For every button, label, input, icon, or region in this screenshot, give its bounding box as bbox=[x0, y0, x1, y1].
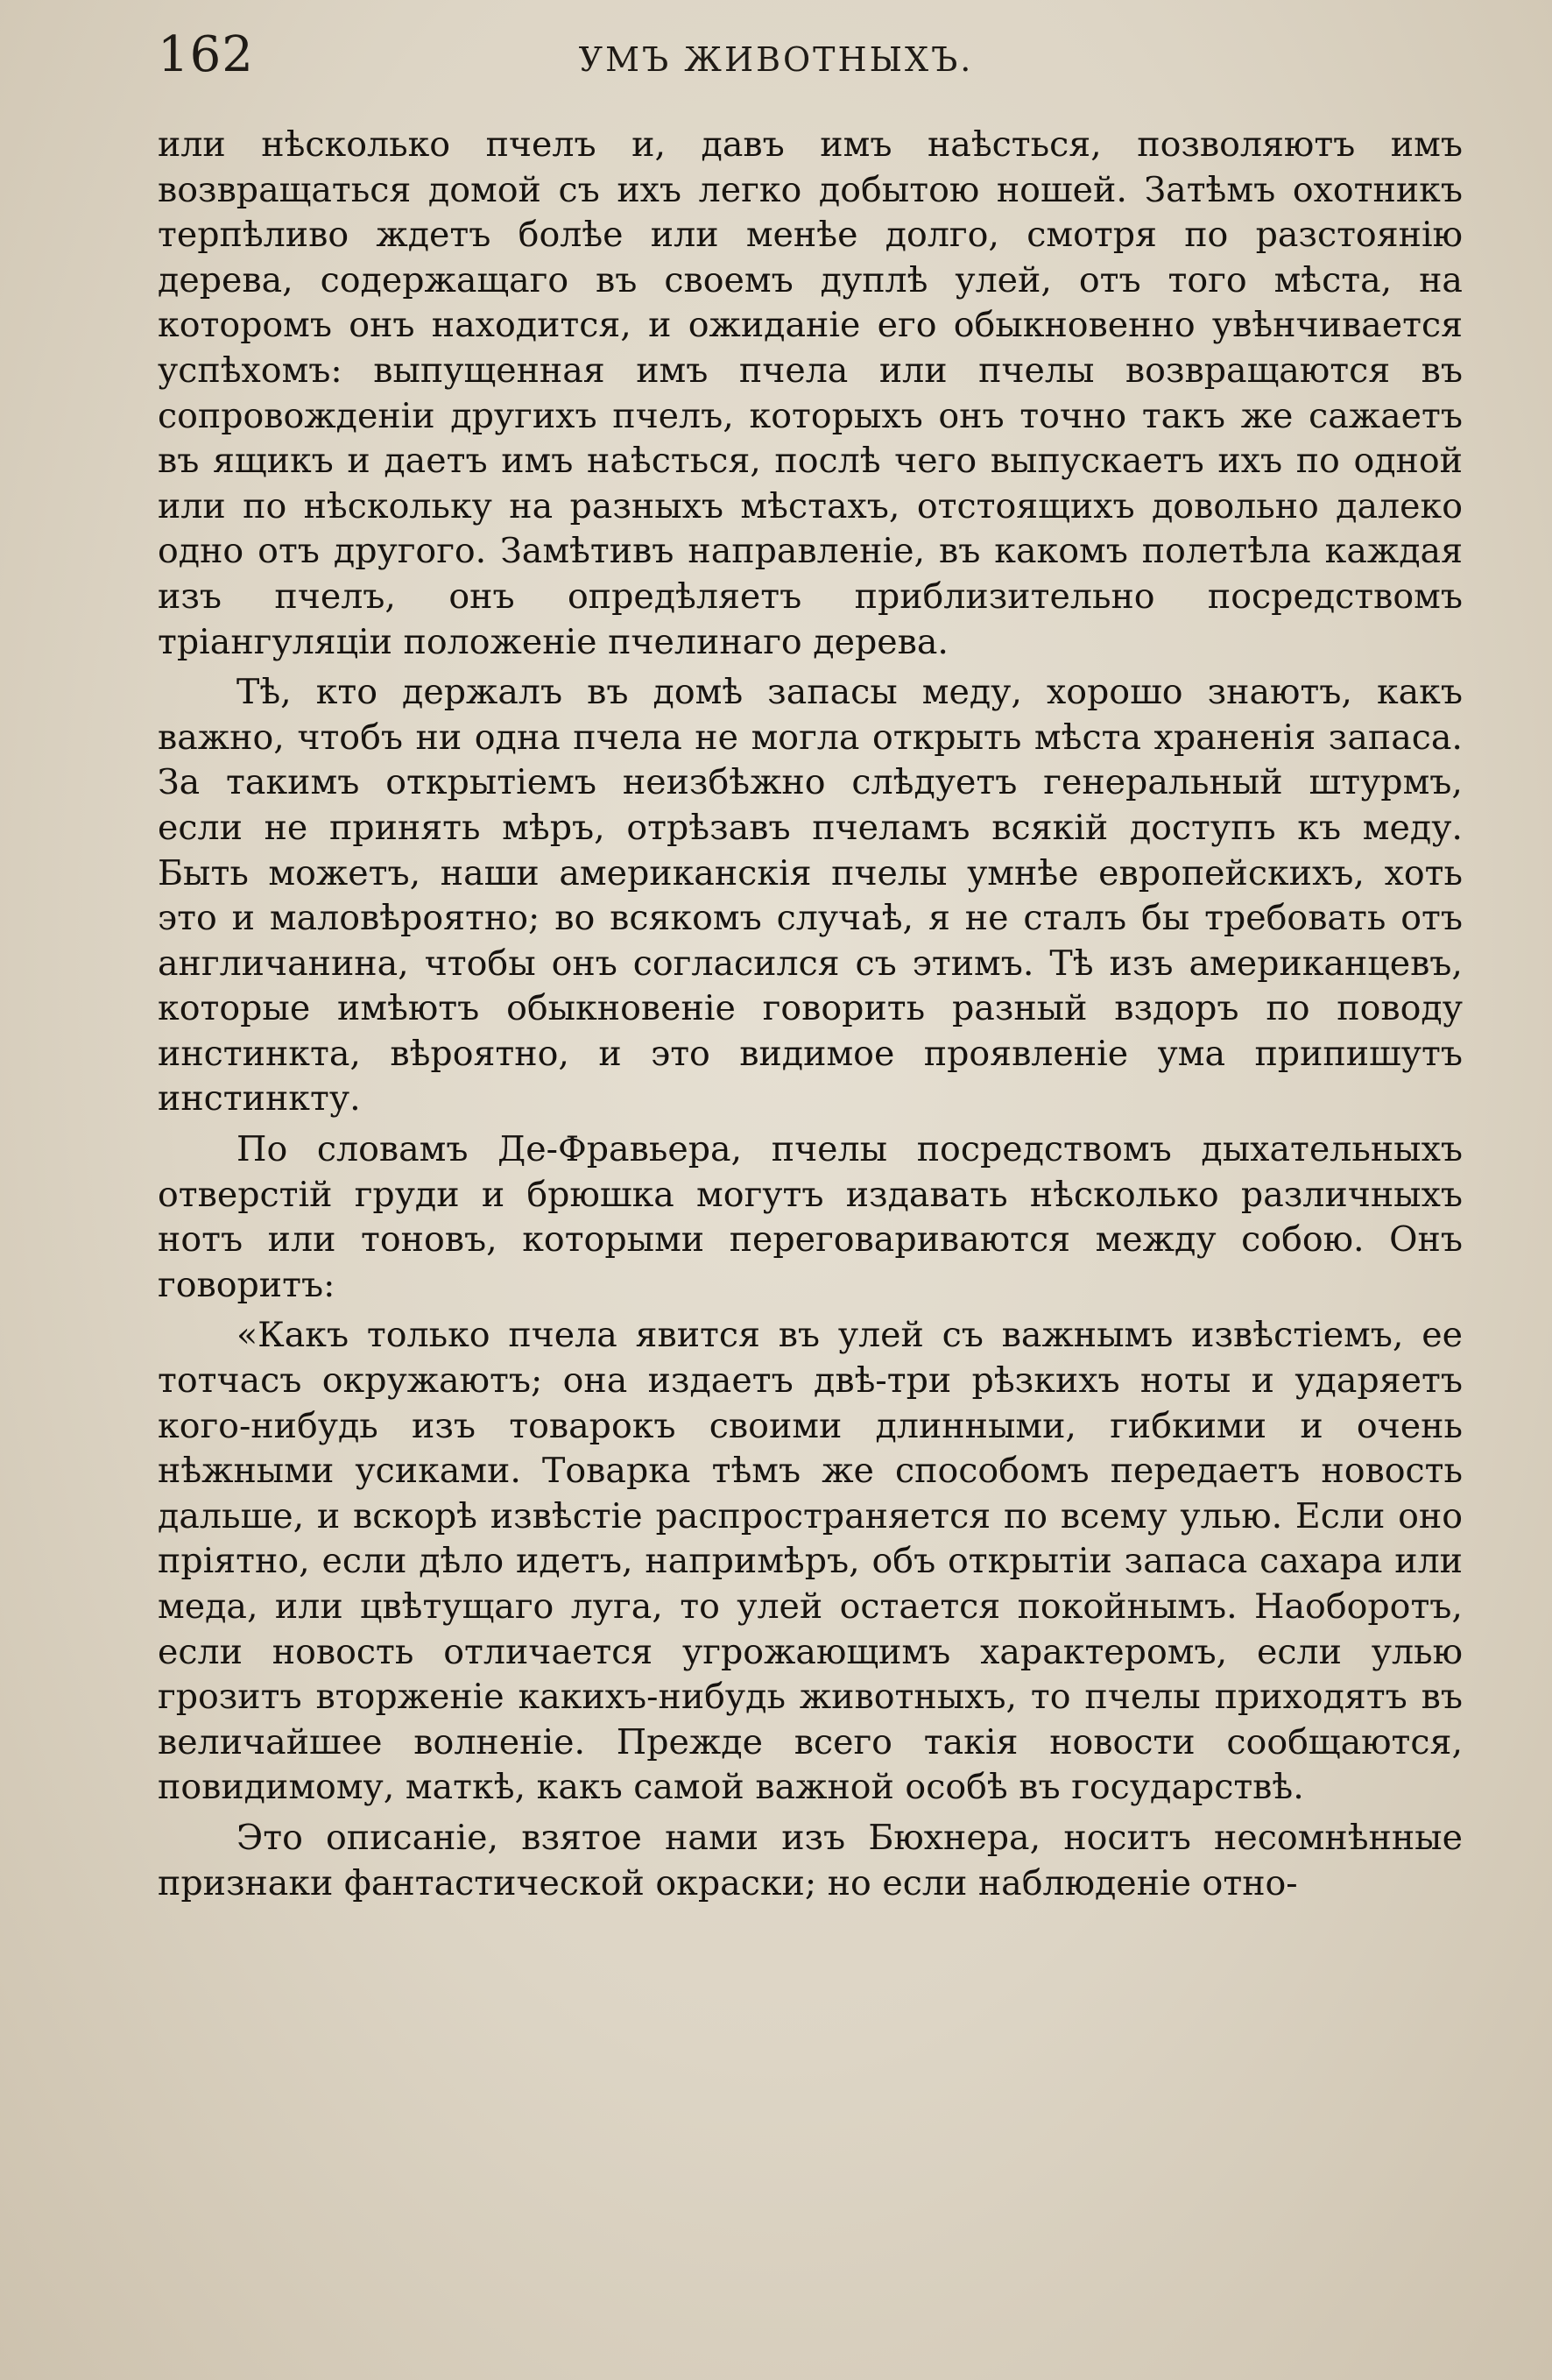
running-title: УМЪ ЖИВОТНЫХЪ. bbox=[578, 40, 974, 79]
page-body bbox=[158, 123, 1463, 1906]
paragraph-quotation: «Какъ только пчела явится въ улей съ важнымъ извѣстіемъ, ее тотчасъ окружаютъ; она издаетъ двѣ-три рѣзкихъ ноты и ударяетъ кого-нибудь изъ товарокъ своими длинными, гибкими и очень нѣжными усиками. Товарка тѣмъ же способомъ передаетъ новость дальше, и вскорѣ извѣстіе распространяется по всему улью. Если оно пріятно, если дѣло идетъ, напримѣръ, объ открытіи запаса сахара или меда, или цвѣтущаго луга, то улей остается покойнымъ. Наоборотъ, если новость отличается угрожающимъ характеромъ, если улью грозитъ вторженіе какихъ-нибудь животныхъ, то пчелы приходятъ въ величайшее волненіе. Прежде всего такія новости сообщаются, повидимому, маткѣ, какъ самой важной особѣ въ государствѣ. bbox=[158, 1315, 1463, 1808]
paragraph-honey-storage: Тѣ, кто держалъ въ домѣ запасы меду, хорошо знаютъ, какъ важно, чтобъ ни одна пчела не могла открыть мѣста храненія запаса. За такимъ открытіемъ неизбѣжно слѣдуетъ генеральный штурмъ, если не принять мѣръ, отрѣзавъ пчеламъ всякій доступъ къ меду. Быть можетъ, наши американскія пчелы умнѣе европейскихъ, хоть это и маловѣроятно; во всякомъ случаѣ, я не сталъ бы требовать отъ англичанина, чтобы онъ согласился съ этимъ. Тѣ изъ американцевъ, которые имѣютъ обыкновеніе говорить разный вздоръ по поводу инстинкта, вѣроятно, и это видимое проявленіе ума припишутъ инстинкту. bbox=[158, 672, 1463, 1119]
paragraph-buchner: Это описаніе, взятое нами изъ Бюхнера, носитъ несомнѣнные признаки фантастической окраски; но если наблюденіе отно- bbox=[158, 1817, 1463, 1903]
paragraph-continuation: или нѣсколько пчелъ и, давъ имъ наѣсться, позволяютъ имъ возвращаться домой съ ихъ легко добытою ношей. Затѣмъ охотникъ терпѣливо ждетъ болѣе или менѣе долго, смотря по разстоянію дерева, содержащаго въ своемъ дуплѣ улей, отъ того мѣста, на которомъ онъ находится, и ожиданіе его обыкновенно увѣнчивается успѣхомъ: выпущенная имъ пчела или пчелы возвращаются въ сопровожденіи другихъ пчелъ, которыхъ онъ точно такъ же сажаетъ въ ящикъ и даетъ имъ наѣсться, послѣ чего выпускаетъ ихъ по одной или по нѣскольку на разныхъ мѣстахъ, отстоящихъ довольно далеко одно отъ другого. Замѣтивъ направленіе, въ какомъ полетѣла каждая изъ пчелъ, онъ опредѣляетъ приблизительно посредствомъ тріангуляціи положеніе пчелинаго дерева. bbox=[158, 124, 1463, 662]
paragraph-de-fravier: По словамъ Де-Фравьера, пчелы посредствомъ дыхательныхъ отверстій груди и брюшка могутъ издавать нѣсколько различныхъ нотъ или тоновъ, которыми переговариваются между собою. Онъ говоритъ: bbox=[158, 1129, 1463, 1305]
page-number: 162 bbox=[158, 26, 254, 83]
page-header bbox=[0, 26, 1552, 105]
